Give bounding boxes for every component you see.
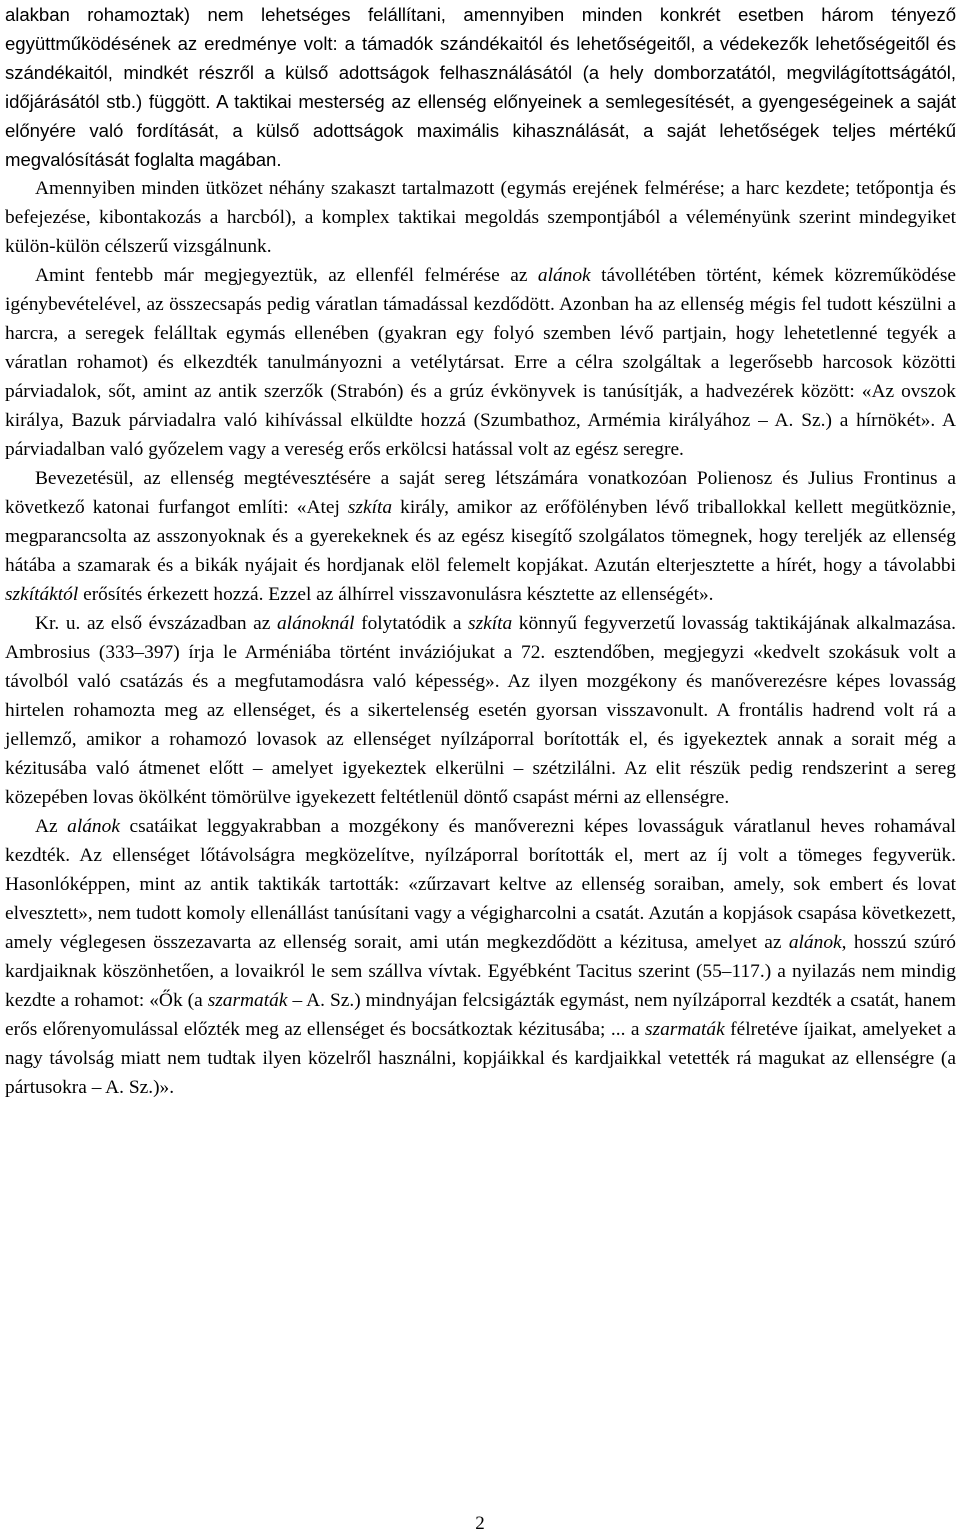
text-run: félretéve íjaikat, amelyeket a nagy távolság miatt nem tudtak ilyen közelről használni, kopjáikkal és kardjaikkal vetették rá magukat az ellenségre (a pártusokra – A. Sz.)». — [5, 1019, 956, 1098]
text-run: csatáikat leggyakrabban a mozgékony és manőverezni képes lovasságuk váratlanul heves rohamával kezdték. Az ellenséget lőtávolságra megközelítve, nyílzáporral borították el, mert az íj volt a tömeges fegyverük. Hasonlóképpen, mint az antik taktikák tartották: «zűrzavart keltve az ellenség soraiban, amely, sok embert és lovat elvesztett», nem tudott komoly ellenállást tanúsítani vagy a végigharcolni a csatát. Azután a kopjások csapása következett, amely véglegesen összezavarta az ellenség sorait, ami után megkezdődött a kézitusa, amelyet az — [5, 816, 956, 953]
paragraph — [5, 0, 956, 174]
text-run: – A. Sz.) mindnyájan felcsigázták egymást, nem nyílzáporral kezdték a csatát, hanem erős előrenyomulással előzték meg az ellenséget és bocsátkoztak kézitusába; ... a — [5, 990, 956, 1040]
italic-term: szkíta — [347, 497, 393, 518]
italic-term: alánok — [788, 932, 842, 953]
body-text — [5, 0, 956, 1102]
italic-term: alánok — [67, 816, 120, 837]
page-number: 2 — [475, 1513, 485, 1534]
text-run: könnyű fegyverzetű lovasság taktikájának alkalmazása. Ambrosius (333–397) írja le Arméniába történt inváziójukat a 72. esztendőben, megjegyzi «kedvelt szokásuk volt a távolból való csatázás és a megfutamodásra való képesség». Az ilyen mozgékony és manőverezésre képes lovasság hirtelen rohamozta meg az ellenséget, és a sikertelenség esetén gyorsan visszavonult. A frontális hadrend volt rá a jellemző, amikor a rohamozó lovasok az ellenséget nyílzáporral borították el, és igyekeztek annak a sorait még a kézitusába való átmenet előtt – amelyet igyekeztek elkerülni – szétzilálni. Az elit részük pedig rendszerint a sereg közepében lovas ökölként tömörülve igyekezett feltétlenül döntő csapást mérni az ellenségre. — [5, 613, 956, 808]
paragraph — [5, 174, 956, 261]
text-run: Az — [35, 816, 68, 837]
text-run: távollétében történt, kémek közreműködése igénybevételével, az összecsapás pedig váratlan támadással kezdődött. Azonban ha az ellenség mégis fel tudott készülni a harcra, a seregek felálltak egymás ellenében (gyakran egy folyó szemben lévő partjain, hogy lehetetlenné tegyék a váratlan rohamot) és elkezdték tanulmányozni a vetélytársat. Erre a célra szolgáltak a legerősebb harcosok közötti párviadalok, sőt, amint az antik szerzők (Strabón) és a grúz évkönyvek is tanúsítják, a hadvezérek között: «Az ovszok királya, Bazuk párviadalra való kihívással elküldte hozzá (Szumbathoz, Armémia királyához – A. Sz.) a hírnökét». A párviadalban való győzelem vagy a vereség erős erkölcsi hatással volt az egész seregre. — [5, 265, 956, 460]
text-run: erősítés érkezett hozzá. Ezzel az álhírrel visszavonulásra késztette az ellenségét». — [78, 584, 714, 605]
paragraph — [5, 464, 956, 609]
paragraph — [5, 812, 956, 1102]
italic-term: szkíta — [468, 613, 513, 634]
text-run: alakban rohamoztak) nem lehetséges felállítani, amennyiben minden konkrét esetben három tényező együttműködésének az eredménye volt: a támadók szándékaitól és lehetőségeitől, a védekezők lehetőségeitől és szándékaitól, mindkét részről a külső adottságok felhasználásától (a hely domborzatától, megvilágítottságától, időjárásától stb.) függött. A taktikai mesterség az ellenség előnyeinek a semlegesítését, a gyengeségeinek a saját előnyére való fordítását, a külső adottságok maximális kihasználását, a saját lehetőségek teljes mértékű megvalósítását foglalta magában. — [5, 4, 956, 170]
text-run: Amennyiben minden ütközet néhány szakaszt tartalmazott (egymás erejének felmérése; a harc kezdete; tetőpontja és befejezése, kibontakozás a harcból), a komplex taktikai megoldás szempontjából a véleményünk szerint mindegyiket külön-külön célszerű vizsgálnunk. — [5, 178, 956, 257]
document-page — [5, 0, 956, 1102]
italic-term: alánoknál — [276, 613, 355, 634]
text-run: Bevezetésül, az ellenség megtévesztésére a saját sereg létszámára vonatkozóan Polienosz és Julius Frontinus a következő katonai furfangot említi: «Atej — [5, 468, 956, 518]
text-run: Kr. u. az első évszázadban az — [35, 613, 277, 634]
text-run: , hosszú szúró kardjaiknak köszönhetően, a lovaikról le sem szállva vívtak. Egyébként Tacitus szerint (55–117.) a nyilazás nem mindig kezdte a rohamot: «Ők (a — [5, 932, 956, 1011]
italic-term: alánok — [537, 265, 591, 286]
paragraph — [5, 609, 956, 812]
paragraph — [5, 261, 956, 464]
text-run: király, amikor az erőfölényben lévő triballokkal kellett megütköznie, megparancsolta az asszonyoknak és a gyerekeknek és az egész kisegítő szolgálatos tömegnek, hogy tereljék az ellenség hátába a szamarak és a bikák nyájait és hordjanak elöl felemelt kopjákat. Azután elterjesztette a hírét, hogy a távolabbi — [5, 497, 956, 576]
italic-term: szkítáktól — [5, 584, 79, 605]
italic-term: szarmaták — [207, 990, 288, 1011]
text-run: Amint fentebb már megjegyeztük, az ellenfél felmérése az — [35, 265, 538, 286]
text-run: folytatódik a — [354, 613, 469, 634]
italic-term: szarmaták — [644, 1019, 725, 1040]
